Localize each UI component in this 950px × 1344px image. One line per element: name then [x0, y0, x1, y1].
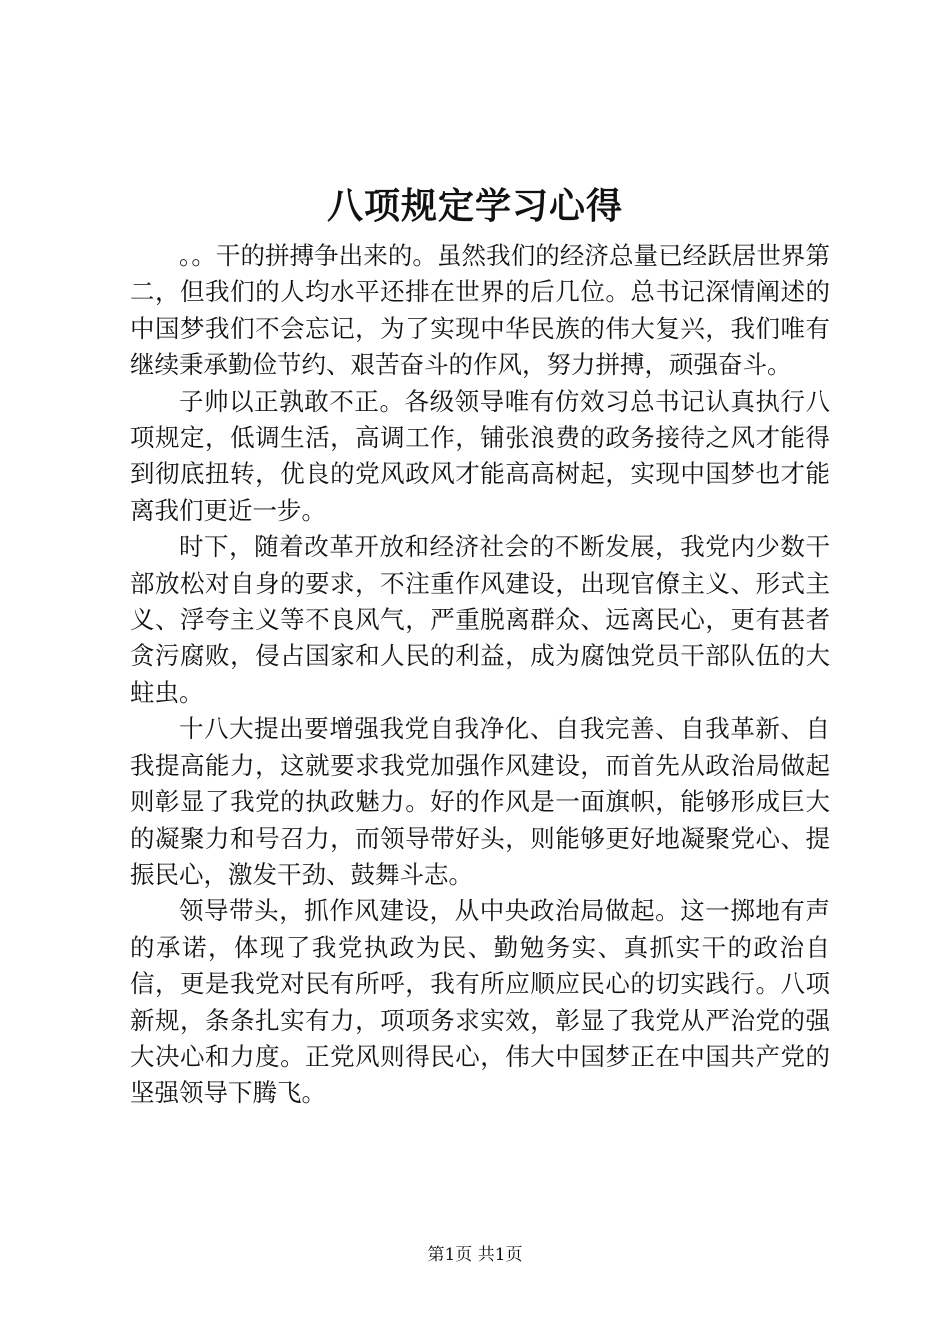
page-number-footer: 第1页 共1页	[427, 1245, 523, 1265]
document-body	[130, 238, 830, 1112]
paragraph-5: 领导带头，抓作风建设，从中央政治局做起。这一掷地有声的承诺，体现了我党执政为民、勤勉务实、真抓实干的政治自信，更是我党对民有所呼，我有所应顺应民心的切实践行。八项新规，条条扎实有力，项项务求实效，彰显了我党从严治党的强大决心和力度。正党风则得民心，伟大中国梦正在中国共产党的坚强领导下腾飞。	[130, 896, 830, 1108]
paragraph-4: 十八大提出要增强我党自我净化、自我完善、自我革新、自我提高能力，这就要求我党加强作风建设，而首先从政治局做起则彰显了我党的执政魅力。好的作风是一面旗帜，能够形成巨大的凝聚力和号召力，而领导带好头，则能够更好地凝聚党心、提振民心，激发干劲、鼓舞斗志。	[130, 714, 830, 889]
paragraph-1: 。。干的拼搏争出来的。虽然我们的经济总量已经跃居世界第二，但我们的人均水平还排在世界的后几位。总书记深情阐述的中国梦我们不会忘记，为了实现中华民族的伟大复兴，我们唯有继续秉承勤俭节约、艰苦奋斗的作风，努力拼搏，顽强奋斗。	[130, 241, 830, 380]
paragraph-3: 时下，随着改革开放和经济社会的不断发展，我党内少数干部放松对自身的要求，不注重作风建设，出现官僚主义、形式主义、浮夸主义等不良风气，严重脱离群众、远离民心，更有甚者贪污腐败，侵占国家和人民的利益，成为腐蚀党员干部队伍的大蛀虫。	[130, 532, 830, 707]
paragraph-2: 子帅以正孰敢不正。各级领导唯有仿效习总书记认真执行八项规定，低调生活，高调工作，铺张浪费的政务接待之风才能得到彻底扭转，优良的党风政风才能高高树起，实现中国梦也才能离我们更近一步。	[130, 386, 830, 525]
document-title: 八项规定学习心得	[326, 185, 623, 227]
